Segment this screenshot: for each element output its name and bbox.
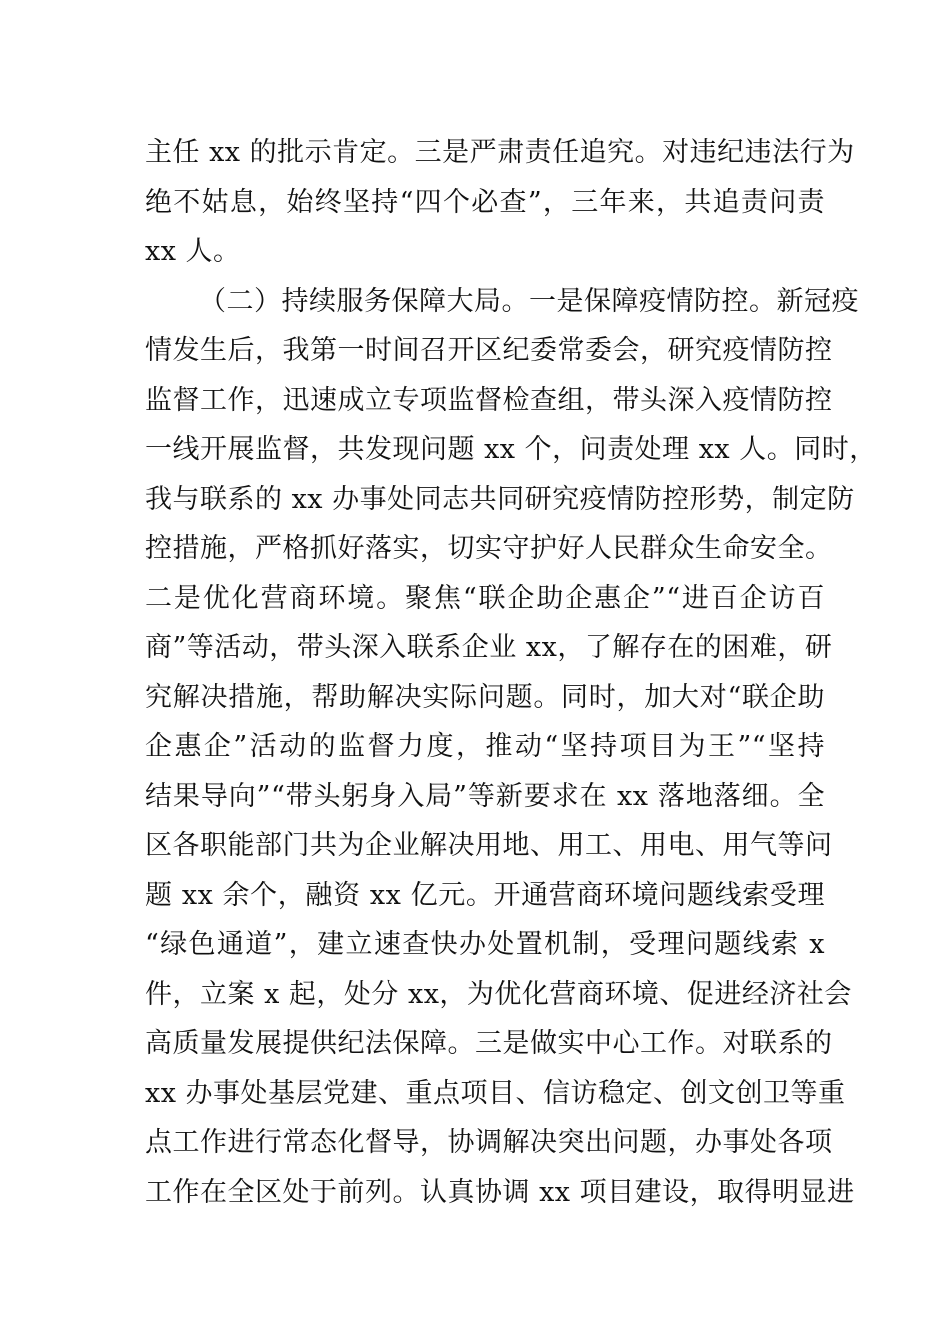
text-line: 件，立案 x 起，处分 xx，为优化营商环境、促进经济社会 (145, 978, 852, 1010)
text-line: 结果导向”“带头躬身入局”等新要求在 xx 落地落细。全 (145, 780, 825, 812)
text-line: “绿色通道”，建立速查快办处置机制，受理问题线索 x (145, 929, 825, 960)
text-line: 究解决措施，帮助解决实际问题。同时，加大对“联企助 (145, 681, 825, 713)
text-line: 控措施，严格抓好落实，切实守护好人民群众生命安全。 (145, 533, 833, 564)
text-line: 我与联系的 xx 办事处同志共同研究疫情防控形势，制定防 (145, 483, 855, 515)
text-line: 商”等活动，带头深入联系企业 xx，了解存在的困难，研 (145, 632, 833, 663)
text-line: 一线开展监督，共发现问题 xx 个，问责处理 xx 人。同时， (145, 434, 877, 465)
text-line: 题 xx 余个，融资 xx 亿元。开通营商环境问题线索受理 (145, 879, 825, 911)
text-line: 企惠企”活动的监督力度，推动“坚持项目为王”“坚持 (145, 731, 825, 762)
text-line: 区各职能部门共为企业解决用地、用工、用电、用气等问 (145, 830, 833, 861)
text-line: 二是优化营商环境。聚焦“联企助企惠企”“进百企访百 (145, 582, 825, 614)
paragraph-heading-line: （二）持续服务保障大局。一是保障疫情防控。新冠疫 (199, 285, 859, 317)
document-body (145, 128, 877, 1217)
text-line: 工作在全区处于前列。认真协调 xx 项目建设，取得明显进 (145, 1176, 855, 1208)
text-line: 点工作进行常态化督导，协调解决突出问题，办事处各项 (145, 1127, 833, 1158)
text-line: xx 人。 (145, 236, 241, 267)
text-line: 绝不姑息，始终坚持“四个必查”，三年来，共追责问责 (145, 186, 825, 218)
text-line: 高质量发展提供纪法保障。三是做实中心工作。对联系的 (145, 1028, 833, 1059)
text-line: 情发生后，我第一时间召开区纪委常委会，研究疫情防控 (145, 335, 833, 366)
text-line: xx 办事处基层党建、重点项目、信访稳定、创文创卫等重 (145, 1077, 846, 1109)
text-line: 主任 xx 的批示肯定。三是严肃责任追究。对违纪违法行为 (145, 137, 855, 168)
text-line: 监督工作，迅速成立专项监督检查组，带头深入疫情防控 (145, 384, 833, 416)
